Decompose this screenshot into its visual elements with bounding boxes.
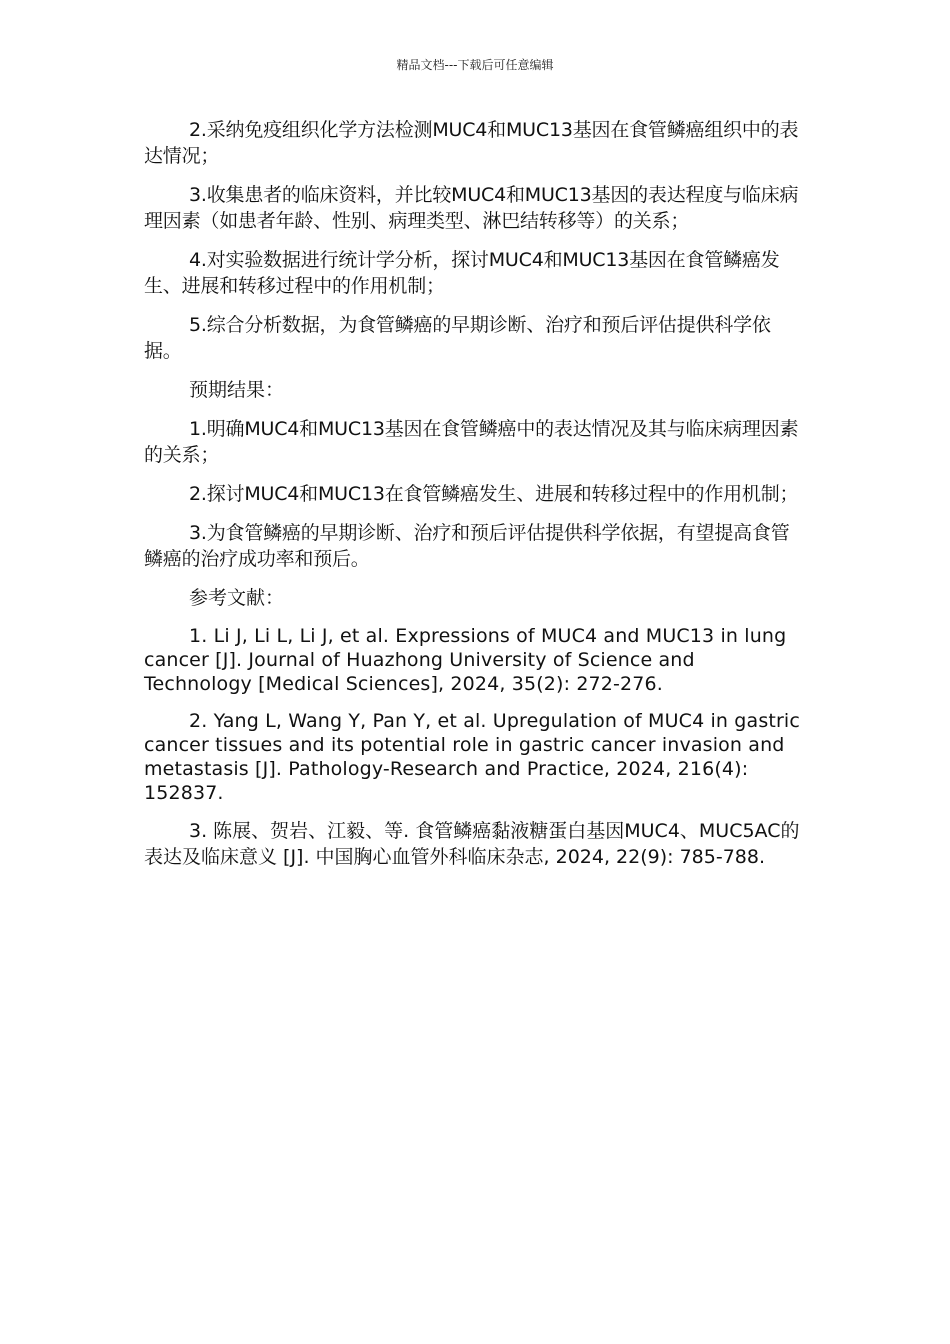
document-body xyxy=(144,117,804,883)
page-header: 精品文档---下载后可任意编辑 xyxy=(396,58,554,72)
reference-item: 3. 陈展、贺岩、江毅、等. 食管鳞癌黏液糖蛋白基因MUC4、MUC5AC的表达及临床意义 [J]. 中国胸心血管外科临床杂志, 2024, 22(9): 785-788. xyxy=(144,820,800,868)
method-item: 5.综合分析数据，为食管鳞癌的早期诊断、治疗和预后评估提供科学依据。 xyxy=(144,314,771,362)
result-item: 3.为食管鳞癌的早期诊断、治疗和预后评估提供科学依据，有望提高食管鳞癌的治疗成功率和预后。 xyxy=(144,522,790,570)
method-item: 3.收集患者的临床资料，并比较MUC4和MUC13基因的表达程度与临床病理因素（如患者年龄、性别、病理类型、淋巴结转移等）的关系； xyxy=(144,184,799,232)
result-item: 2.探讨MUC4和MUC13在食管鳞癌发生、进展和转移过程中的作用机制； xyxy=(189,483,799,505)
results-heading: 预期结果： xyxy=(189,379,285,401)
references-heading: 参考文献： xyxy=(189,587,285,609)
reference-item: 2. Yang L, Wang Y, Pan Y, et al. Upregulation of MUC4 in gastric cancer tissues and its potential role in gastric cancer invasion and metastasis [J]. Pathology-Research and Practice, 2024, 216(4): 152837. xyxy=(144,710,800,804)
method-item: 2.采纳免疫组织化学方法检测MUC4和MUC13基因在食管鳞癌组织中的表达情况； xyxy=(144,119,799,167)
reference-item: 1. Li J, Li L, Li J, et al. Expressions of MUC4 and MUC13 in lung cancer [J]. Journal of Huazhong University of Science and Technology [Medical Sciences], 2024, 35(2): 272-276. xyxy=(144,625,787,695)
result-item: 1.明确MUC4和MUC13基因在食管鳞癌中的表达情况及其与临床病理因素的关系； xyxy=(144,418,799,466)
method-item: 4.对实验数据进行统计学分析，探讨MUC4和MUC13基因在食管鳞癌发生、进展和转移过程中的作用机制； xyxy=(144,249,780,297)
